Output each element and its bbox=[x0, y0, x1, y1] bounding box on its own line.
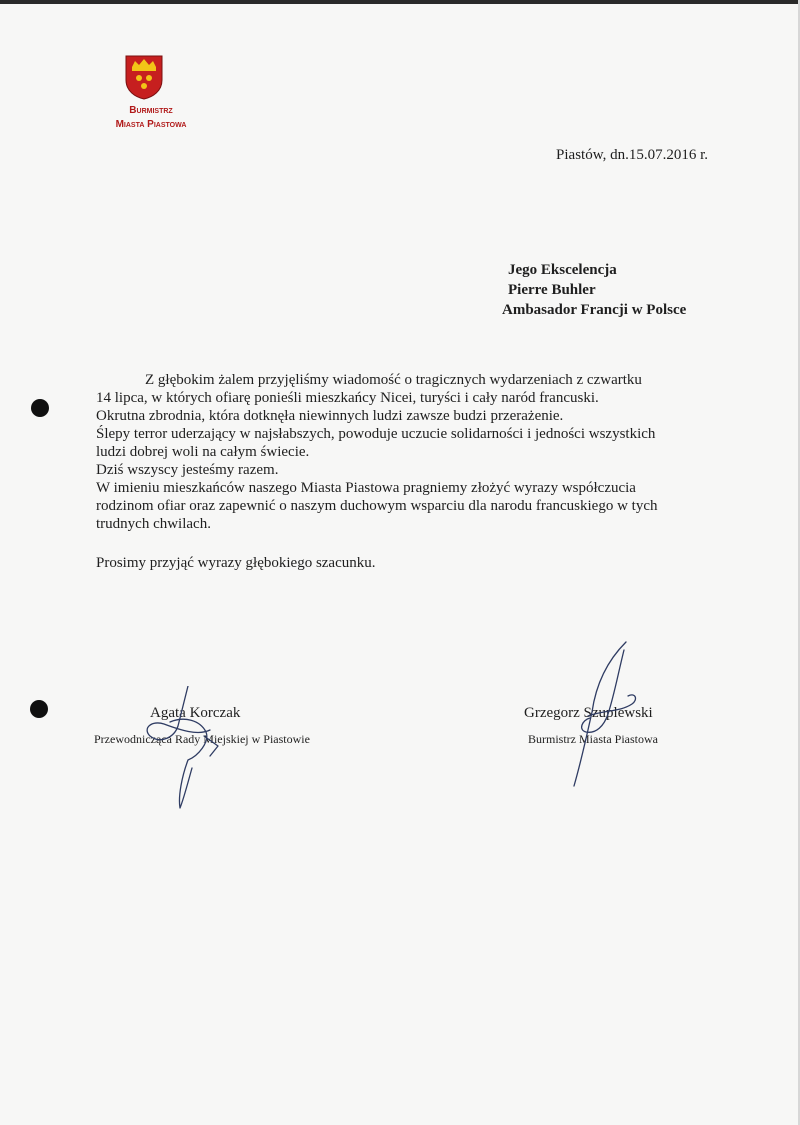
scan-top-edge bbox=[0, 0, 800, 4]
body-line: ludzi dobrej woli na całym świecie. bbox=[96, 444, 310, 460]
letterhead-line-1: Burmistrz bbox=[129, 105, 173, 116]
signatory-left-title: Przewodnicząca Rady Miejskiej w Piastowie bbox=[94, 732, 310, 746]
body-line: Ślepy terror uderzający w najsłabszych, powoduje uczucie solidarności i jedności wszystkich bbox=[96, 426, 656, 442]
signature-left-handwritten bbox=[140, 686, 250, 816]
addressee-block bbox=[502, 260, 686, 320]
letter-date: Piastów, dn.15.07.2016 r. bbox=[556, 147, 708, 163]
letter-body bbox=[96, 371, 736, 533]
body-line: Dziś wszyscy jesteśmy razem. bbox=[96, 462, 279, 478]
addressee-line-1: Jego Ekscelencja bbox=[508, 262, 617, 278]
letterhead bbox=[96, 104, 206, 132]
signatory-right-title: Burmistrz Miasta Piastowa bbox=[528, 732, 658, 746]
body-line: Okrutna zbrodnia, która dotknęła niewinnych ludzi zawsze budzi przerażenie. bbox=[96, 408, 564, 424]
body-line: W imieniu mieszkańców naszego Miasta Piastowa pragniemy złożyć wyrazy współczucia bbox=[96, 480, 636, 496]
punch-hole bbox=[30, 700, 48, 718]
body-line: rodzinom ofiar oraz zapewnić o naszym duchowym wsparciu dla narodu francuskiego w tych bbox=[96, 498, 658, 514]
signatory-right-name: Grzegorz Szuplewski bbox=[524, 705, 653, 721]
body-line: Z głębokim żalem przyjęliśmy wiadomość o tragicznych wydarzeniach z czwartku bbox=[145, 372, 642, 388]
addressee-line-2: Pierre Buhler bbox=[508, 282, 596, 298]
signatory-left-name: Agata Korczak bbox=[150, 705, 241, 721]
closing-line: Prosimy przyjąć wyrazy głębokiego szacunku. bbox=[96, 555, 376, 571]
coat-of-arms-icon bbox=[124, 54, 164, 100]
body-line: 14 lipca, w których ofiarę ponieśli mieszkańcy Nicei, turyści i cały naród francuski. bbox=[96, 390, 599, 406]
addressee-line-3: Ambasador Francji w Polsce bbox=[502, 302, 687, 318]
body-line: trudnych chwilach. bbox=[96, 516, 211, 532]
punch-hole bbox=[31, 399, 49, 417]
signature-right-handwritten bbox=[548, 640, 648, 790]
letterhead-line-2: Miasta Piastowa bbox=[115, 119, 187, 130]
